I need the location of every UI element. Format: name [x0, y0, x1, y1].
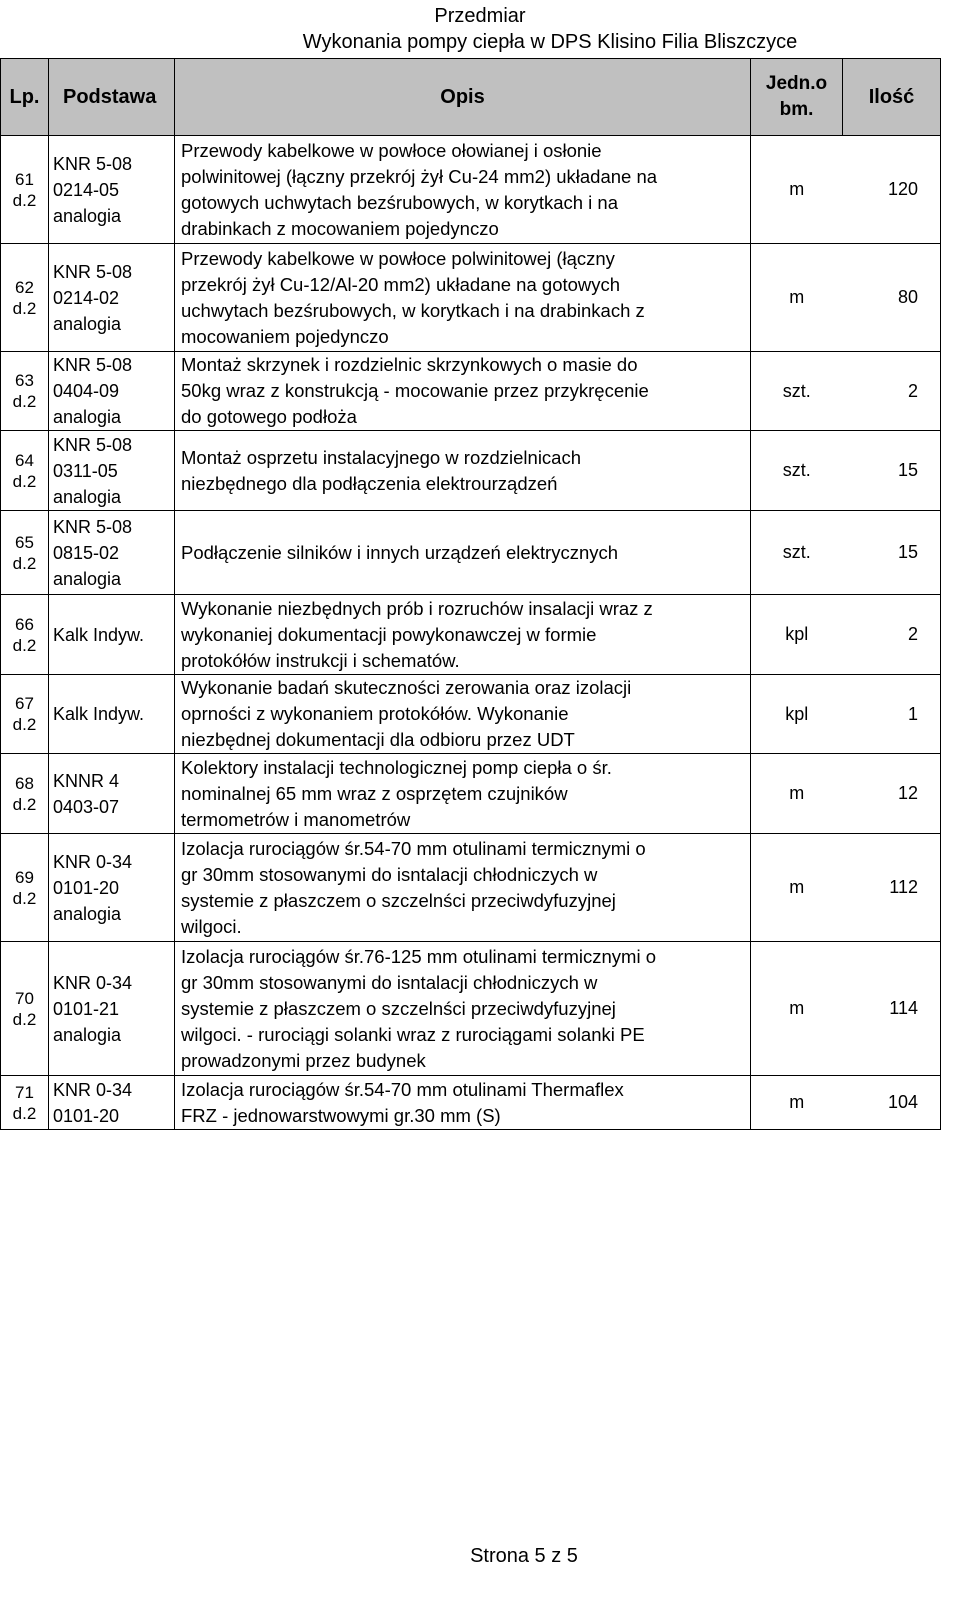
description-line: gr 30mm stosowanymi do isntalacji chłodniczych w — [181, 863, 598, 885]
row-basis — [49, 136, 175, 244]
row-basis — [49, 1076, 175, 1130]
description-line: gotowych uchwytach bezśrubowych, w korytkach i na — [181, 191, 619, 213]
description-line: Przewody kabelkowe w powłoce polwinitowej (łączny — [181, 247, 615, 269]
basis-line: Kalk Indyw. — [53, 704, 145, 724]
row-number: 65 — [15, 532, 34, 552]
row-quantity: 15 — [843, 431, 941, 511]
description-line: niezbędnego dla podłączenia elektrourządzeń — [181, 472, 558, 494]
document-subtitle: Wykonania pompy ciepła w DPS Klisino Filia Bliszczyce — [302, 31, 798, 53]
row-number: 67 — [15, 694, 34, 713]
description-line: wilgoci. — [181, 915, 242, 937]
description-line: termometrów i manometrów — [181, 808, 411, 830]
description-line: Kolektory instalacji technologicznej pomp ciepła o śr. — [181, 756, 612, 778]
row-subnumber: d.2 — [12, 1009, 37, 1029]
row-basis — [49, 675, 175, 754]
basis-line: 0403-07 — [53, 796, 120, 817]
basis-line: KNR 5-08 — [53, 516, 133, 537]
basis-line: analogia — [53, 205, 122, 226]
row-quantity: 2 — [843, 595, 941, 675]
row-lp — [1, 754, 49, 834]
table-row — [1, 1076, 941, 1130]
basis-line: KNR 5-08 — [53, 355, 133, 375]
description-line: prowadzonymi przez budynek — [181, 1049, 426, 1071]
row-subnumber: d.2 — [12, 888, 37, 908]
basis-line: analogia — [53, 903, 122, 924]
row-quantity: 80 — [843, 244, 941, 352]
row-subnumber: d.2 — [12, 1103, 37, 1123]
description-line: 50kg wraz z konstrukcją - mocowanie przez przykręcenie — [181, 380, 649, 401]
row-basis — [49, 595, 175, 675]
description-line: polwinitowej (łączny przekrój żył Cu-24 mm2) układane na — [181, 165, 658, 187]
row-subnumber: d.2 — [12, 298, 37, 318]
basis-line: analogia — [53, 313, 122, 334]
row-quantity: 114 — [843, 942, 941, 1076]
row-description — [175, 834, 751, 942]
basis-line: 0214-05 — [53, 179, 120, 200]
row-description — [175, 595, 751, 675]
description-line: drabinkach z mocowaniem pojedynczo — [181, 217, 499, 239]
basis-line: 0101-20 — [53, 1105, 120, 1126]
header-basis: Podstawa — [49, 59, 175, 136]
row-subnumber: d.2 — [12, 635, 37, 655]
description-line: Montaż skrzynek i rozdzielnic skrzynkowych o masie do — [181, 354, 638, 375]
basis-line: 0311-05 — [53, 460, 118, 481]
row-lp — [1, 431, 49, 511]
basis-line: KNNR 4 — [53, 770, 120, 791]
row-lp — [1, 244, 49, 352]
basis-line: analogia — [53, 486, 122, 507]
row-subnumber: d.2 — [12, 553, 37, 573]
row-quantity: 1 — [843, 675, 941, 754]
description-line: przekrój żył Cu-12/Al-20 mm2) układane na gotowych — [181, 273, 621, 295]
description-line: Wykonanie badań skuteczności zerowania oraz izolacji — [181, 677, 632, 698]
row-number: 61 — [15, 169, 34, 189]
table-row — [1, 431, 941, 511]
estimate-table — [0, 58, 941, 1130]
description-line: mocowaniem pojedynczo — [181, 325, 389, 347]
description-line: Izolacja rurociągów śr.76-125 mm otulinami termicznymi o — [181, 945, 657, 967]
row-unit: m — [751, 942, 843, 1076]
row-subnumber: d.2 — [12, 715, 37, 734]
basis-line: KNR 0-34 — [53, 972, 133, 993]
row-unit: m — [751, 834, 843, 942]
row-description — [175, 942, 751, 1076]
basis-line: Kalk Indyw. — [53, 624, 145, 645]
table-row — [1, 675, 941, 754]
document-title: Przedmiar — [434, 5, 526, 27]
header-unit: Jedn.o bm. — [751, 59, 843, 136]
table-row — [1, 511, 941, 595]
table-row — [1, 595, 941, 675]
basis-line: 0404-09 — [53, 381, 120, 401]
row-unit: m — [751, 1076, 843, 1130]
row-unit: szt. — [751, 431, 843, 511]
description-line: Montaż osprzetu instalacyjnego w rozdzielnicach — [181, 446, 582, 468]
basis-line: 0214-02 — [53, 287, 120, 308]
table-row — [1, 942, 941, 1076]
row-unit: kpl — [751, 675, 843, 754]
row-quantity: 120 — [843, 136, 941, 244]
row-basis — [49, 352, 175, 431]
row-subnumber: d.2 — [12, 794, 37, 814]
row-basis — [49, 754, 175, 834]
basis-line: analogia — [53, 407, 122, 427]
basis-line: KNR 5-08 — [53, 153, 133, 174]
row-quantity: 2 — [843, 352, 941, 431]
table-row — [1, 136, 941, 244]
row-lp — [1, 511, 49, 595]
basis-line: KNR 5-08 — [53, 261, 133, 282]
row-description — [175, 352, 751, 431]
table-row — [1, 754, 941, 834]
row-description — [175, 511, 751, 595]
description-line: oprności z wykonaniem protokółów. Wykonanie — [181, 703, 569, 724]
row-lp — [1, 595, 49, 675]
row-number: 69 — [15, 867, 34, 887]
row-lp — [1, 136, 49, 244]
header-desc: Opis — [175, 59, 751, 136]
row-lp — [1, 942, 49, 1076]
header-qty: Ilość — [843, 59, 941, 136]
page-number: Strona 5 z 5 — [470, 1545, 578, 1567]
row-description — [175, 136, 751, 244]
row-description — [175, 675, 751, 754]
row-lp — [1, 834, 49, 942]
row-unit: szt. — [751, 352, 843, 431]
row-basis — [49, 244, 175, 352]
description-line: Wykonanie niezbędnych prób i rozruchów insalacji wraz z — [181, 597, 653, 619]
row-number: 66 — [15, 614, 34, 634]
description-line: systemie z płaszczem o szczelnści przeciwdyfuzyjnej — [181, 997, 616, 1019]
description-line: Izolacja rurociągów śr.54-70 mm otulinami Thermaflex — [181, 1078, 624, 1100]
row-subnumber: d.2 — [12, 392, 37, 411]
row-lp — [1, 352, 49, 431]
description-line: wykonaniej dokumentacji powykonawczej w formie — [181, 623, 597, 645]
row-basis — [49, 942, 175, 1076]
row-unit: m — [751, 136, 843, 244]
table-header-row — [1, 59, 941, 136]
basis-line: 0101-20 — [53, 877, 120, 898]
header-lp: Lp. — [1, 59, 49, 136]
description-line: nominalnej 65 mm wraz z osprzętem czujników — [181, 782, 568, 804]
row-lp — [1, 1076, 49, 1130]
basis-line: KNR 5-08 — [53, 434, 133, 455]
description-line: protokółów instrukcji i schematów. — [181, 649, 460, 671]
row-unit: kpl — [751, 595, 843, 675]
basis-line: 0101-21 — [53, 998, 120, 1019]
description-line: FRZ - jednowarstwowymi gr.30 mm (S) — [181, 1104, 501, 1126]
row-number: 68 — [15, 773, 34, 793]
row-description — [175, 1076, 751, 1130]
basis-line: analogia — [53, 1024, 122, 1045]
row-description — [175, 431, 751, 511]
row-quantity: 15 — [843, 511, 941, 595]
row-quantity: 12 — [843, 754, 941, 834]
row-basis — [49, 834, 175, 942]
row-quantity: 104 — [843, 1076, 941, 1130]
row-number: 70 — [15, 988, 34, 1008]
row-number: 71 — [15, 1082, 34, 1102]
row-basis — [49, 431, 175, 511]
description-line: uchwytach bezśrubowych, w korytkach i na drabinkach z — [181, 299, 645, 321]
row-description — [175, 244, 751, 352]
basis-line: 0815-02 — [53, 542, 120, 563]
description-line: gr 30mm stosowanymi do isntalacji chłodniczych w — [181, 971, 598, 993]
description-line: wilgoci. - rurociągi solanki wraz z rurociągami solanki PE — [181, 1023, 645, 1045]
row-number: 64 — [15, 450, 34, 470]
description-line: Podłączenie silników i innych urządzeń elektrycznych — [181, 541, 619, 563]
row-description — [175, 754, 751, 834]
row-number: 63 — [15, 371, 34, 390]
description-line: Izolacja rurociągów śr.54-70 mm otulinami termicznymi o — [181, 837, 646, 859]
basis-line: analogia — [53, 568, 122, 589]
description-line: systemie z płaszczem o szczelnści przeciwdyfuzyjnej — [181, 889, 616, 911]
description-line: do gotowego podłoża — [181, 406, 357, 427]
description-line: Przewody kabelkowe w powłoce ołowianej i osłonie — [181, 139, 602, 161]
row-number: 62 — [15, 277, 34, 297]
table-row — [1, 352, 941, 431]
row-basis — [49, 511, 175, 595]
row-subnumber: d.2 — [12, 190, 37, 210]
row-unit: m — [751, 244, 843, 352]
basis-line: KNR 0-34 — [53, 1079, 133, 1100]
row-quantity: 112 — [843, 834, 941, 942]
row-unit: m — [751, 754, 843, 834]
row-unit: szt. — [751, 511, 843, 595]
table-row — [1, 834, 941, 942]
row-lp — [1, 675, 49, 754]
row-subnumber: d.2 — [12, 471, 37, 491]
table-row — [1, 244, 941, 352]
basis-line: KNR 0-34 — [53, 851, 133, 872]
description-line: niezbędnej dokumentacji dla odbioru przez UDT — [181, 729, 575, 750]
